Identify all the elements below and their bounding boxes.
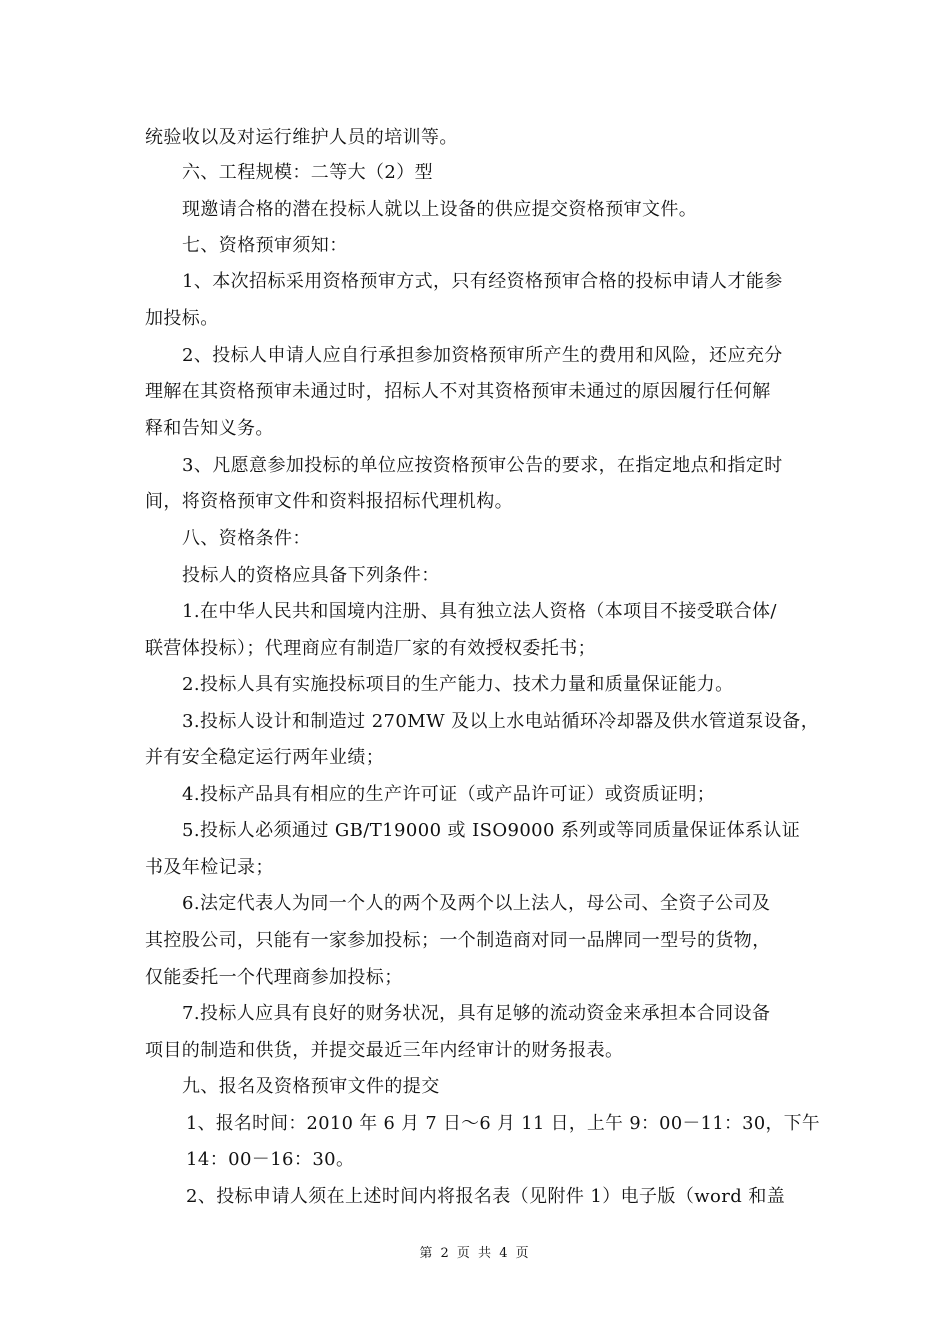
paragraph-line: 加投标。 xyxy=(145,308,219,329)
paragraph-line: 2.投标人具有实施投标项目的生产能力、技术力量和质量保证能力。 xyxy=(182,674,734,695)
paragraph-line: 1、本次招标采用资格预审方式，只有经资格预审合格的投标申请人才能参 xyxy=(182,271,783,292)
paragraph-line: 项目的制造和供货，并提交最近三年内经审计的财务报表。 xyxy=(145,1040,624,1061)
paragraph-line: 6.法定代表人为同一个人的两个及两个以上法人，母公司、全资子公司及 xyxy=(182,893,771,914)
paragraph-line: 释和告知义务。 xyxy=(145,418,274,439)
section-heading-seven: 七、资格预审须知： xyxy=(182,235,348,256)
paragraph-line: 理解在其资格预审未通过时，招标人不对其资格预审未通过的原因履行任何解 xyxy=(145,381,771,402)
paragraph-line: 统验收以及对运行维护人员的培训等。 xyxy=(145,127,458,148)
page-footer: 第 2 页 共 4 页 xyxy=(419,1246,531,1261)
paragraph-line: 2、投标人申请人应自行承担参加资格预审所产生的费用和风险，还应充分 xyxy=(182,345,783,366)
paragraph-line: 5.投标人必须通过 GB/T19000 或 ISO9000 系列或等同质量保证体系认证 xyxy=(182,820,801,841)
paragraph-line: 现邀请合格的潜在投标人就以上设备的供应提交资格预审文件。 xyxy=(182,199,698,220)
paragraph-line: 投标人的资格应具备下列条件： xyxy=(182,565,440,586)
paragraph-line: 仅能委托一个代理商参加投标； xyxy=(145,967,403,988)
section-heading-nine: 九、报名及资格预审文件的提交 xyxy=(182,1076,440,1097)
paragraph-line: 4.投标产品具有相应的生产许可证（或产品许可证）或资质证明； xyxy=(182,784,716,805)
paragraph-line: 1、报名时间：2010 年 6 月 7 日～6 月 11 日，上午 9：00－11：30，下午 xyxy=(186,1113,820,1134)
section-heading-eight: 八、资格条件： xyxy=(182,528,311,549)
paragraph-line: 2、投标申请人须在上述时间内将报名表（见附件 1）电子版（word 和盖 xyxy=(186,1186,786,1207)
paragraph-line: 联营体投标）；代理商应有制造厂家的有效授权委托书； xyxy=(145,638,596,659)
paragraph-line: 3.投标人设计和制造过 270MW 及以上水电站循环冷却器及供水管道泵设备， xyxy=(182,711,820,732)
paragraph-line: 书及年检记录； xyxy=(145,857,274,878)
paragraph-line: 7.投标人应具有良好的财务状况，具有足够的流动资金来承担本合同设备 xyxy=(182,1003,771,1024)
paragraph-line: 并有安全稳定运行两年业绩； xyxy=(145,747,385,768)
paragraph-line: 1.在中华人民共和国境内注册、具有独立法人资格（本项目不接受联合体/ xyxy=(182,601,777,622)
section-heading-six: 六、工程规模：二等大（2）型 xyxy=(182,162,434,183)
paragraph-line: 3、凡愿意参加投标的单位应按资格预审公告的要求，在指定地点和指定时 xyxy=(182,455,783,476)
paragraph-line: 间，将资格预审文件和资料报招标代理机构。 xyxy=(145,491,513,512)
paragraph-line: 14：00－16：30。 xyxy=(186,1149,355,1170)
paragraph-line: 其控股公司，只能有一家参加投标；一个制造商对同一品牌同一型号的货物， xyxy=(145,930,771,951)
